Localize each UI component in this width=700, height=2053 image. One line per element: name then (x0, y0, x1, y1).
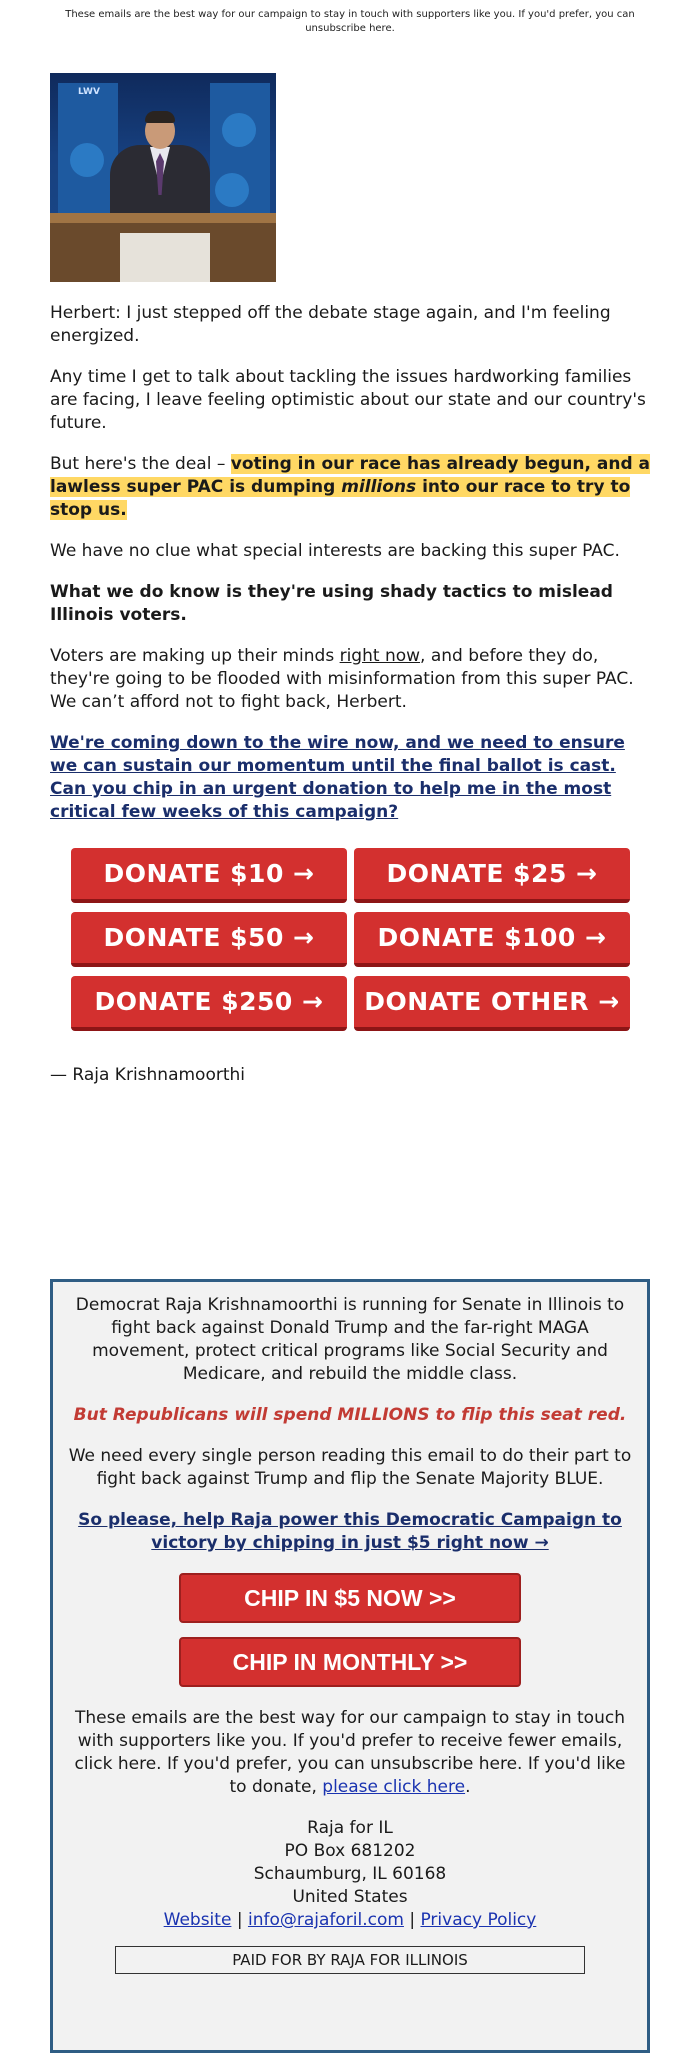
hero-badge-text: LWV (78, 87, 100, 97)
donate-25-button[interactable]: DONATE $25 → (354, 848, 630, 903)
person-hair (145, 111, 175, 123)
donate-50-button[interactable]: DONATE $50 → (71, 912, 347, 967)
paragraph-voters (50, 645, 650, 714)
footer-links (65, 1909, 635, 1932)
mailing-address (65, 1817, 635, 1932)
station-logo-icon (70, 143, 104, 177)
station-logo-icon (222, 113, 256, 147)
chip-in-5-button[interactable]: CHIP IN $5 NOW >> (179, 1573, 521, 1623)
voters-part-a: Voters are making up their minds (50, 646, 340, 666)
signature: — Raja Krishnamoorthi (50, 1065, 246, 1085)
hero-image (50, 73, 276, 282)
footer-unsubscribe (65, 1707, 635, 1799)
privacy-policy-link[interactable]: Privacy Policy (420, 1910, 537, 1930)
footer-chip-link[interactable]: So please, help Raja power this Democratic Campaign to victory by chipping in just $5 right now → (78, 1510, 622, 1553)
unsubscribe-period: . (465, 1777, 471, 1797)
address-city: Schaumburg, IL 60168 (253, 1864, 447, 1884)
highlight-part-b: into our race to try to stop us. (50, 477, 631, 520)
voters-underline: right now (339, 646, 421, 666)
chip-in-monthly-button[interactable]: CHIP IN MONTHLY >> (179, 1637, 521, 1687)
donate-click-here-link[interactable]: please click here (322, 1777, 466, 1797)
podium-front (120, 233, 210, 282)
deal-lead: But here's the deal – (50, 454, 231, 474)
paragraph-super-pac: We have no clue what special interests are backing this super PAC. (50, 541, 620, 561)
website-link[interactable]: Website (163, 1910, 232, 1930)
paragraph-optimism: Any time I get to talk about tackling the issues hardworking families are facing, I leave feeling optimistic about our state and our country's future. (50, 367, 646, 433)
footer-ask: We need every single person reading this email to do their part to fight back against Trump and flip the Senate Majority BLUE. (68, 1446, 632, 1489)
address-org: Raja for IL (307, 1818, 393, 1838)
donate-10-button[interactable]: DONATE $10 → (71, 848, 347, 903)
email-content (50, 73, 651, 1969)
link-separator: | (231, 1910, 248, 1930)
email-link[interactable]: info@rajaforil.com (247, 1910, 404, 1930)
podium-top (50, 213, 276, 223)
footer-box (50, 1279, 650, 2053)
paragraph-deal (50, 453, 650, 522)
unsubscribe-text[interactable]: These emails are the best way for our campaign to stay in touch with supporters like you. If you'd prefer to receive fewer emails, click here. If you'd prefer, you can unsubscribe here. If you'd like to donate, (74, 1708, 626, 1797)
address-country: United States (292, 1887, 408, 1907)
station-logo-icon (215, 173, 249, 207)
donate-other-button[interactable]: DONATE OTHER → (354, 976, 630, 1031)
address-pobox: PO Box 681202 (284, 1841, 416, 1861)
voters-part-b: , and before they do, they're going to be flooded with misinformation from this super PAC. We can’t afford not to fight back, Herbert. (50, 646, 634, 712)
donate-100-button[interactable]: DONATE $100 → (354, 912, 630, 967)
donate-button-grid (50, 848, 650, 1044)
paragraph-greeting: Herbert: I just stepped off the debate stage again, and I'm feeling energized. (50, 303, 611, 346)
highlight-part-a: voting in our race has already begun, and a lawless super PAC is dumping (50, 454, 651, 497)
link-separator: | (403, 1910, 421, 1930)
paid-for-by-disclaimer: PAID FOR BY RAJA FOR ILLINOIS (115, 1946, 585, 1974)
donation-cta-link[interactable]: We're coming down to the wire now, and we need to ensure we can sustain our momentum until the final ballot is cast. Can you chip in an urgent donation to help me in the most critical few weeks of this campaign? (50, 733, 625, 822)
footer-intro: Democrat Raja Krishnamoorthi is running for Senate in Illinois to fight back against Donald Trump and the far-right MAGA movement, protect critical programs like Social Security and Medicare, and rebuild the middle class. (75, 1295, 625, 1384)
donate-250-button[interactable]: DONATE $250 → (71, 976, 347, 1031)
unsubscribe-notice[interactable]: These emails are the best way for our campaign to stay in touch with supporters like you. If you'd prefer, you can unsubscribe here. (65, 9, 635, 34)
paragraph-shady-tactics: What we do know is they're using shady tactics to mislead Illinois voters. (50, 582, 613, 625)
footer-warning: But Republicans will spend MILLIONS to flip this seat red. (73, 1405, 627, 1425)
highlight-emphasis: millions (341, 477, 417, 497)
